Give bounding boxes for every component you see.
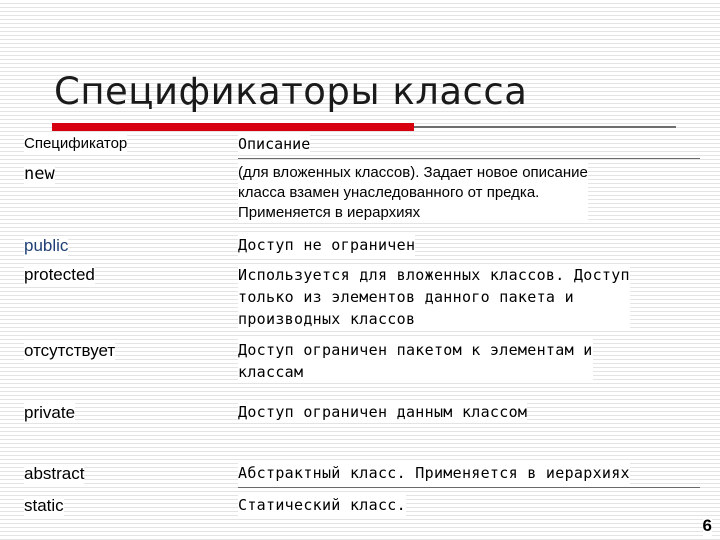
row-divider-abstract <box>238 487 700 488</box>
description-none: Доступ ограничен пакетом к элементам и классам <box>238 341 593 381</box>
specifier-static: static <box>24 496 64 515</box>
specifier-private: private <box>24 403 76 422</box>
specifier-new: new <box>24 164 55 184</box>
column-header-description: Описание <box>238 135 311 153</box>
description-abstract: Абстрактный класс. Применяется в иерархиях <box>238 464 630 482</box>
page-number: 6 <box>702 516 712 535</box>
description-new: (для вложенных классов). Задает новое описание класса взамен унаследованного от предка. Применяется в иерархиях <box>238 164 588 221</box>
specifier-none: отсутствует <box>24 341 116 360</box>
description-protected: Используется для вложенных классов. Доступ только из элементов данного пакета и производных классов <box>238 266 630 328</box>
slide-title: Спецификаторы класса <box>54 70 528 113</box>
description-public: Доступ не ограничен <box>238 236 416 254</box>
title-underline-red <box>52 123 414 131</box>
description-private: Доступ ограничен данным классом <box>238 403 528 421</box>
specifier-abstract: abstract <box>24 464 85 483</box>
specifier-public: public <box>24 236 69 255</box>
header-divider <box>238 158 700 159</box>
title-underline-gray <box>414 126 676 128</box>
description-static: Статический класс. <box>238 496 406 514</box>
specifier-protected: protected <box>24 265 95 284</box>
column-header-specifier: Спецификатор <box>24 135 128 152</box>
